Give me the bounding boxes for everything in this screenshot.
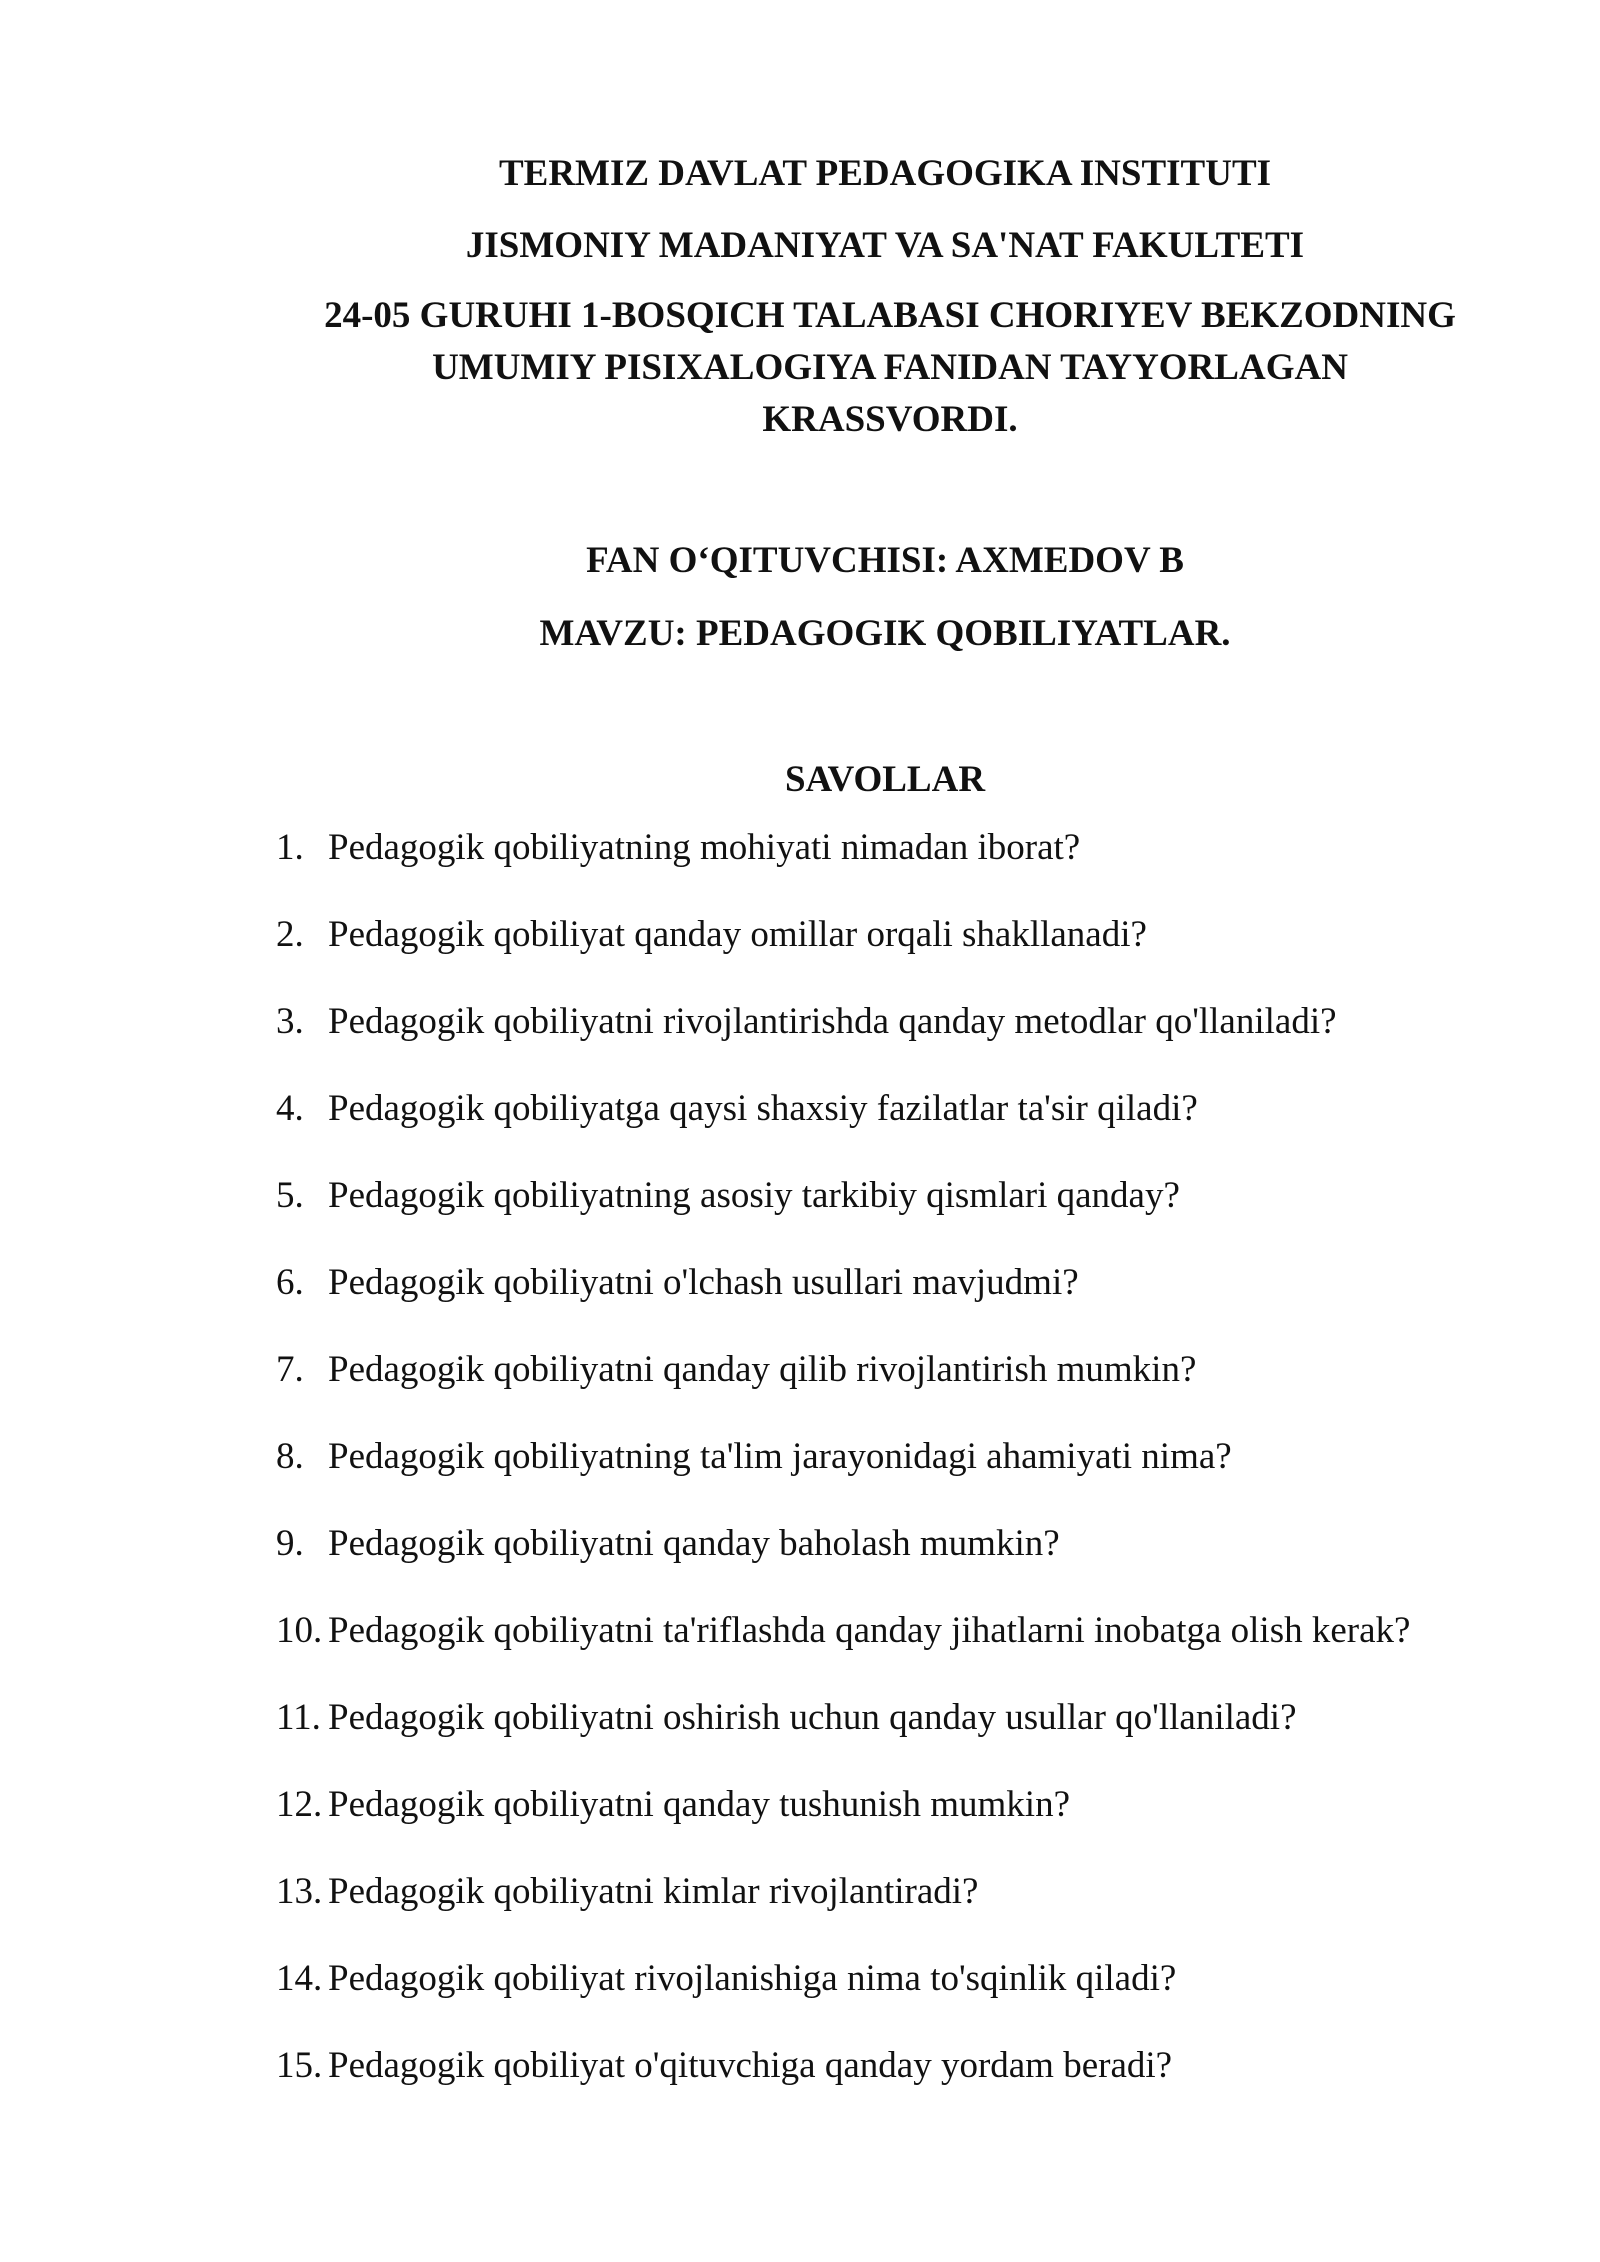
questions-list	[276, 822, 1516, 2127]
list-item	[276, 1170, 1516, 1257]
question-number: 6.	[276, 1262, 304, 1303]
list-item	[276, 1518, 1516, 1605]
question-text: Pedagogik qobiliyatning asosiy tarkibiy qismlari qanday?	[328, 1175, 1180, 1216]
list-item	[276, 1344, 1516, 1431]
list-item	[276, 1431, 1516, 1518]
list-item	[276, 1605, 1516, 1692]
list-item	[276, 1779, 1516, 1866]
question-number: 2.	[276, 914, 304, 955]
question-number: 1.	[276, 827, 304, 868]
question-number: 12.	[276, 1784, 323, 1825]
question-text: Pedagogik qobiliyat o'qituvchiga qanday yordam beradi?	[328, 2045, 1173, 2086]
topic-line: MAVZU: PEDAGOGIK QOBILIYATLAR.	[539, 613, 1231, 654]
teacher-line: FAN O‘QITUVCHISI: AXMEDOV B	[586, 540, 1184, 581]
question-text: Pedagogik qobiliyatni kimlar rivojlantiradi?	[328, 1871, 979, 1912]
list-item	[276, 996, 1516, 1083]
list-item	[276, 1083, 1516, 1170]
list-item	[276, 1866, 1516, 1953]
question-number: 14.	[276, 1958, 323, 1999]
question-text: Pedagogik qobiliyat rivojlanishiga nima to'sqinlik qiladi?	[328, 1958, 1177, 1999]
question-text: Pedagogik qobiliyatni qanday baholash mumkin?	[328, 1523, 1060, 1564]
list-item	[276, 909, 1516, 996]
questions-heading: SAVOLLAR	[784, 759, 986, 800]
question-number: 3.	[276, 1001, 304, 1042]
question-number: 11.	[276, 1697, 321, 1738]
question-number: 15.	[276, 2045, 323, 2086]
list-item	[276, 822, 1516, 909]
question-number: 13.	[276, 1871, 323, 1912]
question-text: Pedagogik qobiliyatni oshirish uchun qanday usullar qo'llaniladi?	[328, 1697, 1297, 1738]
list-item	[276, 2040, 1516, 2127]
question-text: Pedagogik qobiliyatni rivojlantirishda qanday metodlar qo'llaniladi?	[328, 1001, 1337, 1042]
question-number: 4.	[276, 1088, 304, 1129]
institute-title: TERMIZ DAVLAT PEDAGOGIKA INSTITUTI	[498, 153, 1272, 194]
question-text: Pedagogik qobiliyatni ta'riflashda qanday jihatlarni inobatga olish kerak?	[328, 1610, 1411, 1651]
question-text: Pedagogik qobiliyatga qaysi shaxsiy fazilatlar ta'sir qiladi?	[328, 1088, 1198, 1129]
question-text: Pedagogik qobiliyatning ta'lim jarayonidagi ahamiyati nima?	[328, 1436, 1232, 1477]
list-item	[276, 1953, 1516, 2040]
faculty-title: JISMONIY MADANIYAT VA SA'NAT FAKULTETI	[465, 225, 1305, 266]
list-item	[276, 1692, 1516, 1779]
question-text: Pedagogik qobiliyatni qanday tushunish mumkin?	[328, 1784, 1070, 1825]
list-item	[276, 1257, 1516, 1344]
question-number: 5.	[276, 1175, 304, 1216]
question-number: 10.	[276, 1610, 323, 1651]
question-number: 9.	[276, 1523, 304, 1564]
question-text: Pedagogik qobiliyatning mohiyati nimadan iborat?	[328, 827, 1081, 868]
question-text: Pedagogik qobiliyatni qanday qilib rivojlantirish mumkin?	[328, 1349, 1197, 1390]
question-text: Pedagogik qobiliyatni o'lchash usullari mavjudmi?	[328, 1262, 1079, 1303]
group-student-title: 24-05 GURUHI 1-BOSQICH TALABASI CHORIYEV BEKZODNING UMUMIY PISIXALOGIYA FANIDAN TAYYORLAGAN KRASSVORDI.	[324, 295, 1456, 440]
question-number: 8.	[276, 1436, 304, 1477]
question-text: Pedagogik qobiliyat qanday omillar orqali shakllanadi?	[328, 914, 1147, 955]
question-number: 7.	[276, 1349, 304, 1390]
